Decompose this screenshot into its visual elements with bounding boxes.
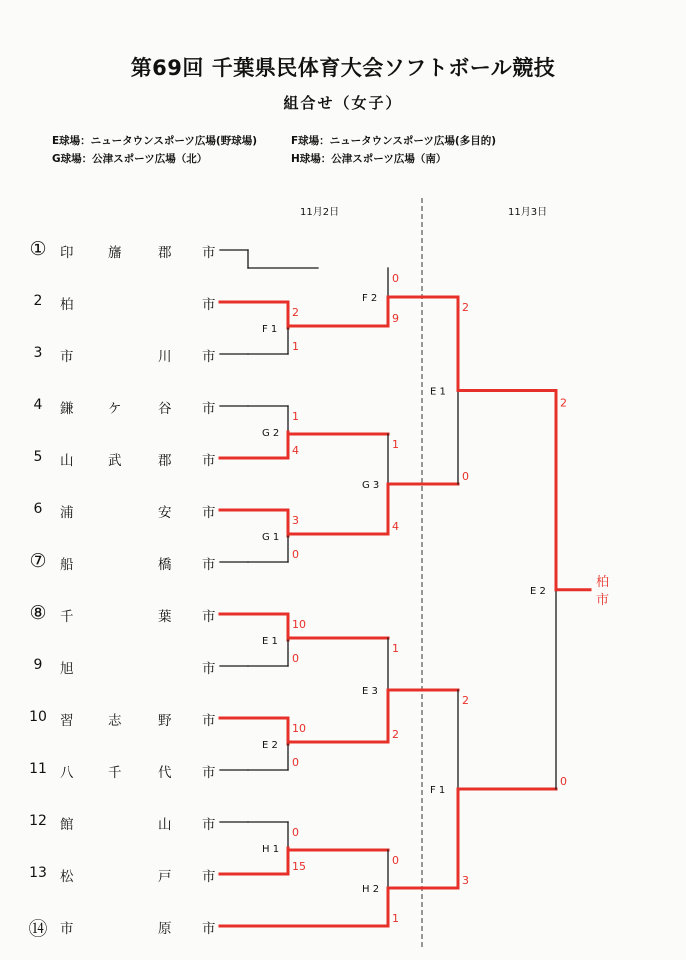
team-name-char: 市 bbox=[202, 297, 216, 313]
team-name-char: 市 bbox=[60, 921, 74, 937]
game-score: 0 bbox=[392, 854, 399, 867]
team-seed: ⑧ bbox=[29, 602, 47, 624]
venue-f: F球場：ニュータウンスポーツ広場(多目的) bbox=[291, 135, 497, 147]
team-seed: 13 bbox=[29, 865, 47, 881]
team-name-char: 川 bbox=[158, 349, 172, 365]
venue-g: G球場：公津スポーツ広場（北） bbox=[52, 153, 208, 165]
team-name-char: 市 bbox=[60, 349, 74, 365]
game-score: 1 bbox=[292, 340, 299, 353]
game-score: 15 bbox=[292, 860, 306, 873]
team-seed: 10 bbox=[29, 709, 47, 725]
team-name-char: 船 bbox=[60, 557, 74, 573]
game-label: H 2 bbox=[362, 884, 380, 895]
game-label: F 1 bbox=[430, 785, 446, 796]
game-score: 0 bbox=[292, 826, 299, 839]
team-seed: 5 bbox=[33, 449, 43, 465]
team-name-char: 市 bbox=[202, 713, 216, 729]
team-seed: 3 bbox=[33, 345, 43, 361]
team-name-char: 旛 bbox=[108, 245, 122, 261]
game-score: 0 bbox=[292, 756, 299, 769]
game-score: 1 bbox=[292, 410, 299, 423]
team-name-char: 橋 bbox=[158, 557, 172, 573]
team-name-char: 千 bbox=[60, 609, 74, 625]
game-score: 10 bbox=[292, 618, 306, 631]
game-score: 9 bbox=[392, 312, 399, 325]
champion-name: 市 bbox=[596, 592, 610, 608]
team-name-char: 谷 bbox=[158, 401, 172, 417]
team-name-char: 市 bbox=[202, 661, 216, 677]
game-label: E 3 bbox=[362, 686, 378, 697]
game-score: 2 bbox=[292, 306, 299, 319]
game-score: 0 bbox=[462, 470, 469, 483]
team-name-char: 市 bbox=[202, 453, 216, 469]
game-score: 4 bbox=[392, 520, 399, 533]
team-name-char: 戸 bbox=[158, 869, 172, 885]
game-label: E 2 bbox=[262, 740, 278, 751]
team-seed: 12 bbox=[29, 813, 47, 829]
game-label: E 1 bbox=[262, 636, 278, 647]
venue-h: H球場：公津スポーツ広場（南） bbox=[291, 153, 447, 165]
team-name-char: 郡 bbox=[158, 245, 172, 261]
team-name-char: 市 bbox=[202, 765, 216, 781]
game-score: 1 bbox=[392, 642, 399, 655]
team-seed: 11 bbox=[29, 761, 47, 777]
team-name-char: 市 bbox=[202, 349, 216, 365]
team-name-char: 市 bbox=[202, 869, 216, 885]
team-name-char: 市 bbox=[202, 505, 216, 521]
team-name-char: 松 bbox=[60, 869, 74, 885]
team-name-char: 市 bbox=[202, 817, 216, 833]
game-score: 0 bbox=[292, 548, 299, 561]
team-name-char: 郡 bbox=[158, 453, 172, 469]
team-name-char: 市 bbox=[202, 921, 216, 937]
team-seed: 9 bbox=[33, 657, 43, 673]
team-name-char: 志 bbox=[108, 713, 122, 729]
team-name-char: 市 bbox=[202, 401, 216, 417]
date-day2: 11月3日 bbox=[508, 207, 548, 218]
team-seed: ⑭ bbox=[28, 918, 48, 940]
team-name-char: 千 bbox=[108, 765, 122, 781]
game-score: 0 bbox=[560, 775, 567, 788]
game-score: 1 bbox=[392, 912, 399, 925]
game-label: G 2 bbox=[262, 428, 280, 439]
team-name-char: 柏 bbox=[60, 297, 74, 313]
game-label: G 3 bbox=[362, 480, 380, 491]
game-label: E 1 bbox=[430, 386, 446, 398]
game-score: 0 bbox=[392, 272, 399, 285]
game-label: G 1 bbox=[262, 532, 280, 543]
game-score: 2 bbox=[462, 694, 469, 707]
game-score: 10 bbox=[292, 722, 306, 735]
venue-e: E球場：ニュータウンスポーツ広場(野球場) bbox=[52, 135, 258, 147]
team-seed: ⑦ bbox=[29, 550, 47, 572]
game-label: F 1 bbox=[262, 324, 278, 335]
game-label: F 2 bbox=[362, 293, 378, 304]
team-seed: 4 bbox=[33, 397, 43, 413]
team-name-char: 館 bbox=[60, 817, 74, 833]
game-score: 3 bbox=[462, 874, 469, 887]
team-name-char: 習 bbox=[60, 713, 74, 729]
team-seed: ① bbox=[29, 238, 47, 260]
page-subtitle: 組合せ（女子） bbox=[283, 94, 403, 112]
team-seed: 2 bbox=[33, 293, 43, 309]
team-name-char: 市 bbox=[202, 245, 216, 261]
team-name-char: 印 bbox=[60, 245, 74, 261]
team-name-char: 野 bbox=[158, 713, 172, 729]
game-score: 0 bbox=[292, 652, 299, 665]
team-seed: 6 bbox=[33, 501, 43, 517]
team-name-char: 原 bbox=[158, 921, 172, 937]
game-label: E 2 bbox=[530, 585, 546, 597]
game-score: 2 bbox=[560, 396, 567, 410]
team-name-char: 旭 bbox=[60, 661, 74, 677]
game-score: 2 bbox=[392, 728, 399, 741]
game-score: 2 bbox=[462, 301, 469, 314]
champion-name: 柏 bbox=[596, 574, 610, 590]
team-name-char: 安 bbox=[158, 505, 172, 521]
page-title: 第69回 千葉県民体育大会ソフトボール競技 bbox=[130, 56, 556, 80]
team-name-char: 市 bbox=[202, 609, 216, 625]
team-name-char: 武 bbox=[108, 453, 122, 469]
team-name-char: ケ bbox=[108, 401, 122, 417]
team-name-char: 浦 bbox=[60, 505, 74, 521]
team-name-char: 山 bbox=[60, 453, 74, 469]
game-score: 1 bbox=[392, 438, 399, 451]
game-label: H 1 bbox=[262, 844, 280, 855]
team-name-char: 葉 bbox=[158, 609, 172, 625]
team-name-char: 鎌 bbox=[60, 401, 74, 417]
game-score: 3 bbox=[292, 514, 299, 527]
team-name-char: 代 bbox=[158, 765, 172, 781]
team-name-char: 市 bbox=[202, 557, 216, 573]
game-score: 4 bbox=[292, 444, 299, 457]
team-name-char: 山 bbox=[158, 817, 172, 833]
date-day1: 11月2日 bbox=[300, 207, 340, 218]
team-name-char: 八 bbox=[60, 765, 74, 781]
